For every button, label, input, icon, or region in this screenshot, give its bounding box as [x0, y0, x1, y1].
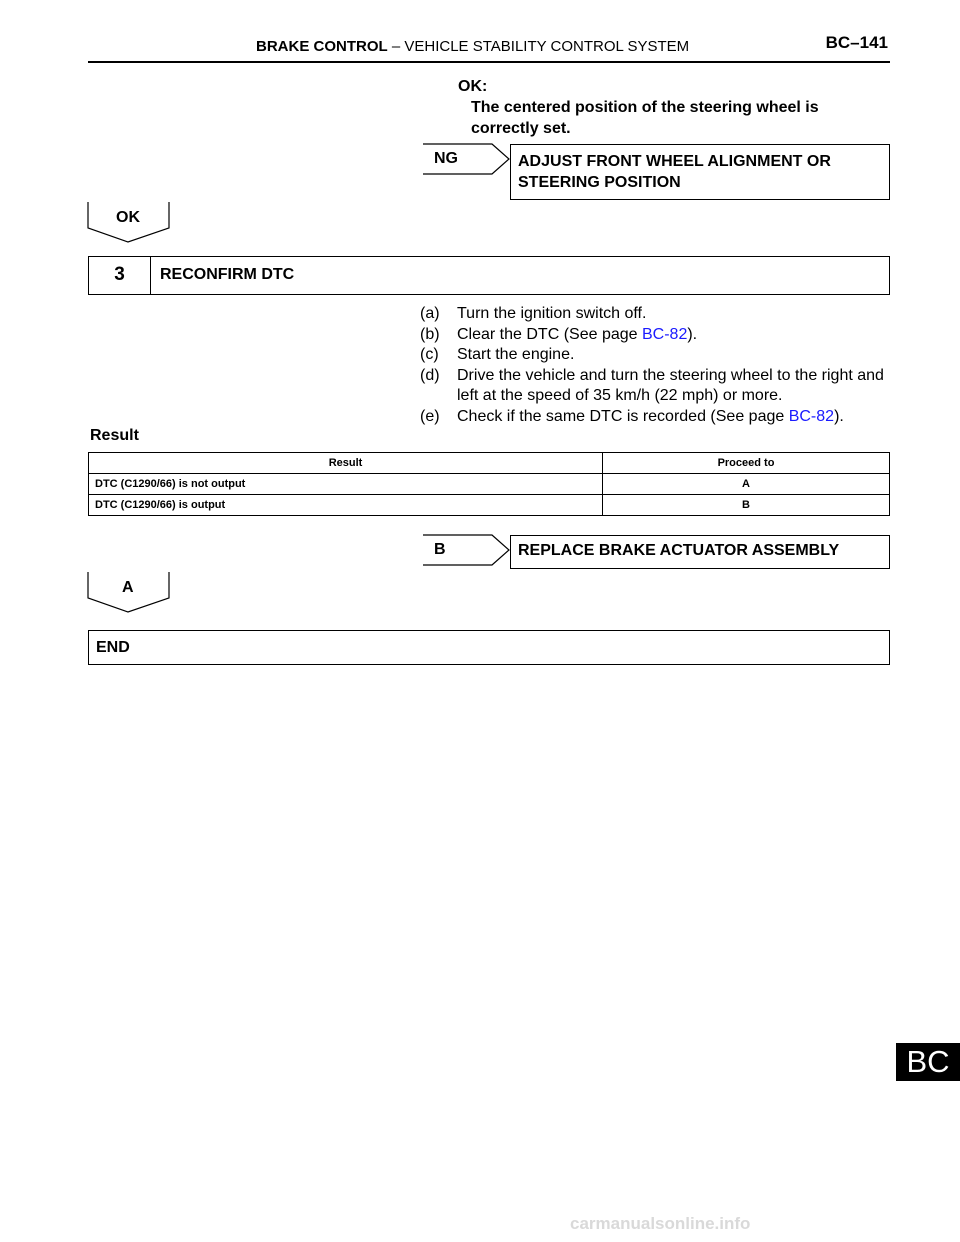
procedure-item: [420, 366, 890, 407]
a-down-label: A: [122, 579, 134, 596]
procedure-label: (e): [420, 407, 440, 425]
procedure-text-part: Check if the same DTC is recorded (See page: [457, 407, 789, 425]
header-rule: [88, 61, 890, 63]
table-row: [89, 474, 890, 495]
procedure-text-part: ).: [834, 407, 844, 425]
page-number: BC–141: [825, 33, 888, 52]
ng-action-box: ADJUST FRONT WHEEL ALIGNMENT OR STEERING POSITION: [510, 144, 890, 200]
page-link-bc-82[interactable]: BC-82: [641, 325, 688, 343]
procedure-text: [457, 325, 890, 346]
step-number: 3: [89, 257, 151, 294]
procedure-text: [457, 407, 890, 428]
procedure-text-part: ).: [687, 325, 698, 343]
result-heading: Result: [90, 427, 139, 444]
b-action-box: REPLACE BRAKE ACTUATOR ASSEMBLY: [510, 535, 890, 569]
table-header-row: [89, 453, 890, 474]
table-header: Proceed to: [603, 453, 890, 474]
table-cell: DTC (C1290/66) is not output: [89, 474, 603, 495]
b-label: B: [434, 541, 446, 558]
procedure-item: [420, 325, 890, 346]
table-cell: B: [603, 495, 890, 516]
ng-label: NG: [434, 150, 458, 167]
procedure-label: (b): [420, 325, 440, 343]
procedure-text: Turn the ignition switch off.: [457, 305, 647, 322]
procedure-label: (a): [420, 305, 440, 322]
header-separator: –: [387, 38, 405, 55]
procedure-text-part: Clear the DTC (See page: [457, 325, 642, 343]
procedure-item: [420, 304, 890, 325]
procedure-item: [420, 345, 890, 366]
header-subsection: VEHICLE STABILITY CONTROL SYSTEM: [404, 38, 690, 55]
header-title: [256, 38, 689, 55]
watermark: carmanualsonline.info: [570, 1214, 751, 1233]
procedure-text: Start the engine.: [457, 346, 575, 363]
section-tab: BC: [896, 1043, 960, 1081]
procedure-list: [420, 304, 890, 427]
ok-criteria-label: OK:: [458, 78, 488, 95]
procedure-item: [420, 407, 890, 428]
table-row: [89, 495, 890, 516]
end-box: END: [88, 630, 890, 665]
table-cell: A: [603, 474, 890, 495]
page-link-bc-82[interactable]: BC-82: [788, 407, 835, 425]
table-header: Result: [89, 453, 603, 474]
step-title: RECONFIRM DTC: [160, 266, 295, 283]
header-section: BRAKE CONTROL: [256, 38, 388, 55]
procedure-label: (d): [420, 366, 440, 384]
ok-down-label: OK: [116, 209, 140, 226]
result-table: [88, 452, 890, 516]
procedure-label: (c): [420, 346, 439, 363]
step-3-box: [88, 256, 890, 295]
table-cell: DTC (C1290/66) is output: [89, 495, 603, 516]
ok-criteria-text: The centered position of the steering wheel is correctly set.: [471, 99, 819, 137]
procedure-text: Drive the vehicle and turn the steering wheel to the right and left at the speed of 35 km/h (22 mph) or more.: [457, 366, 884, 404]
